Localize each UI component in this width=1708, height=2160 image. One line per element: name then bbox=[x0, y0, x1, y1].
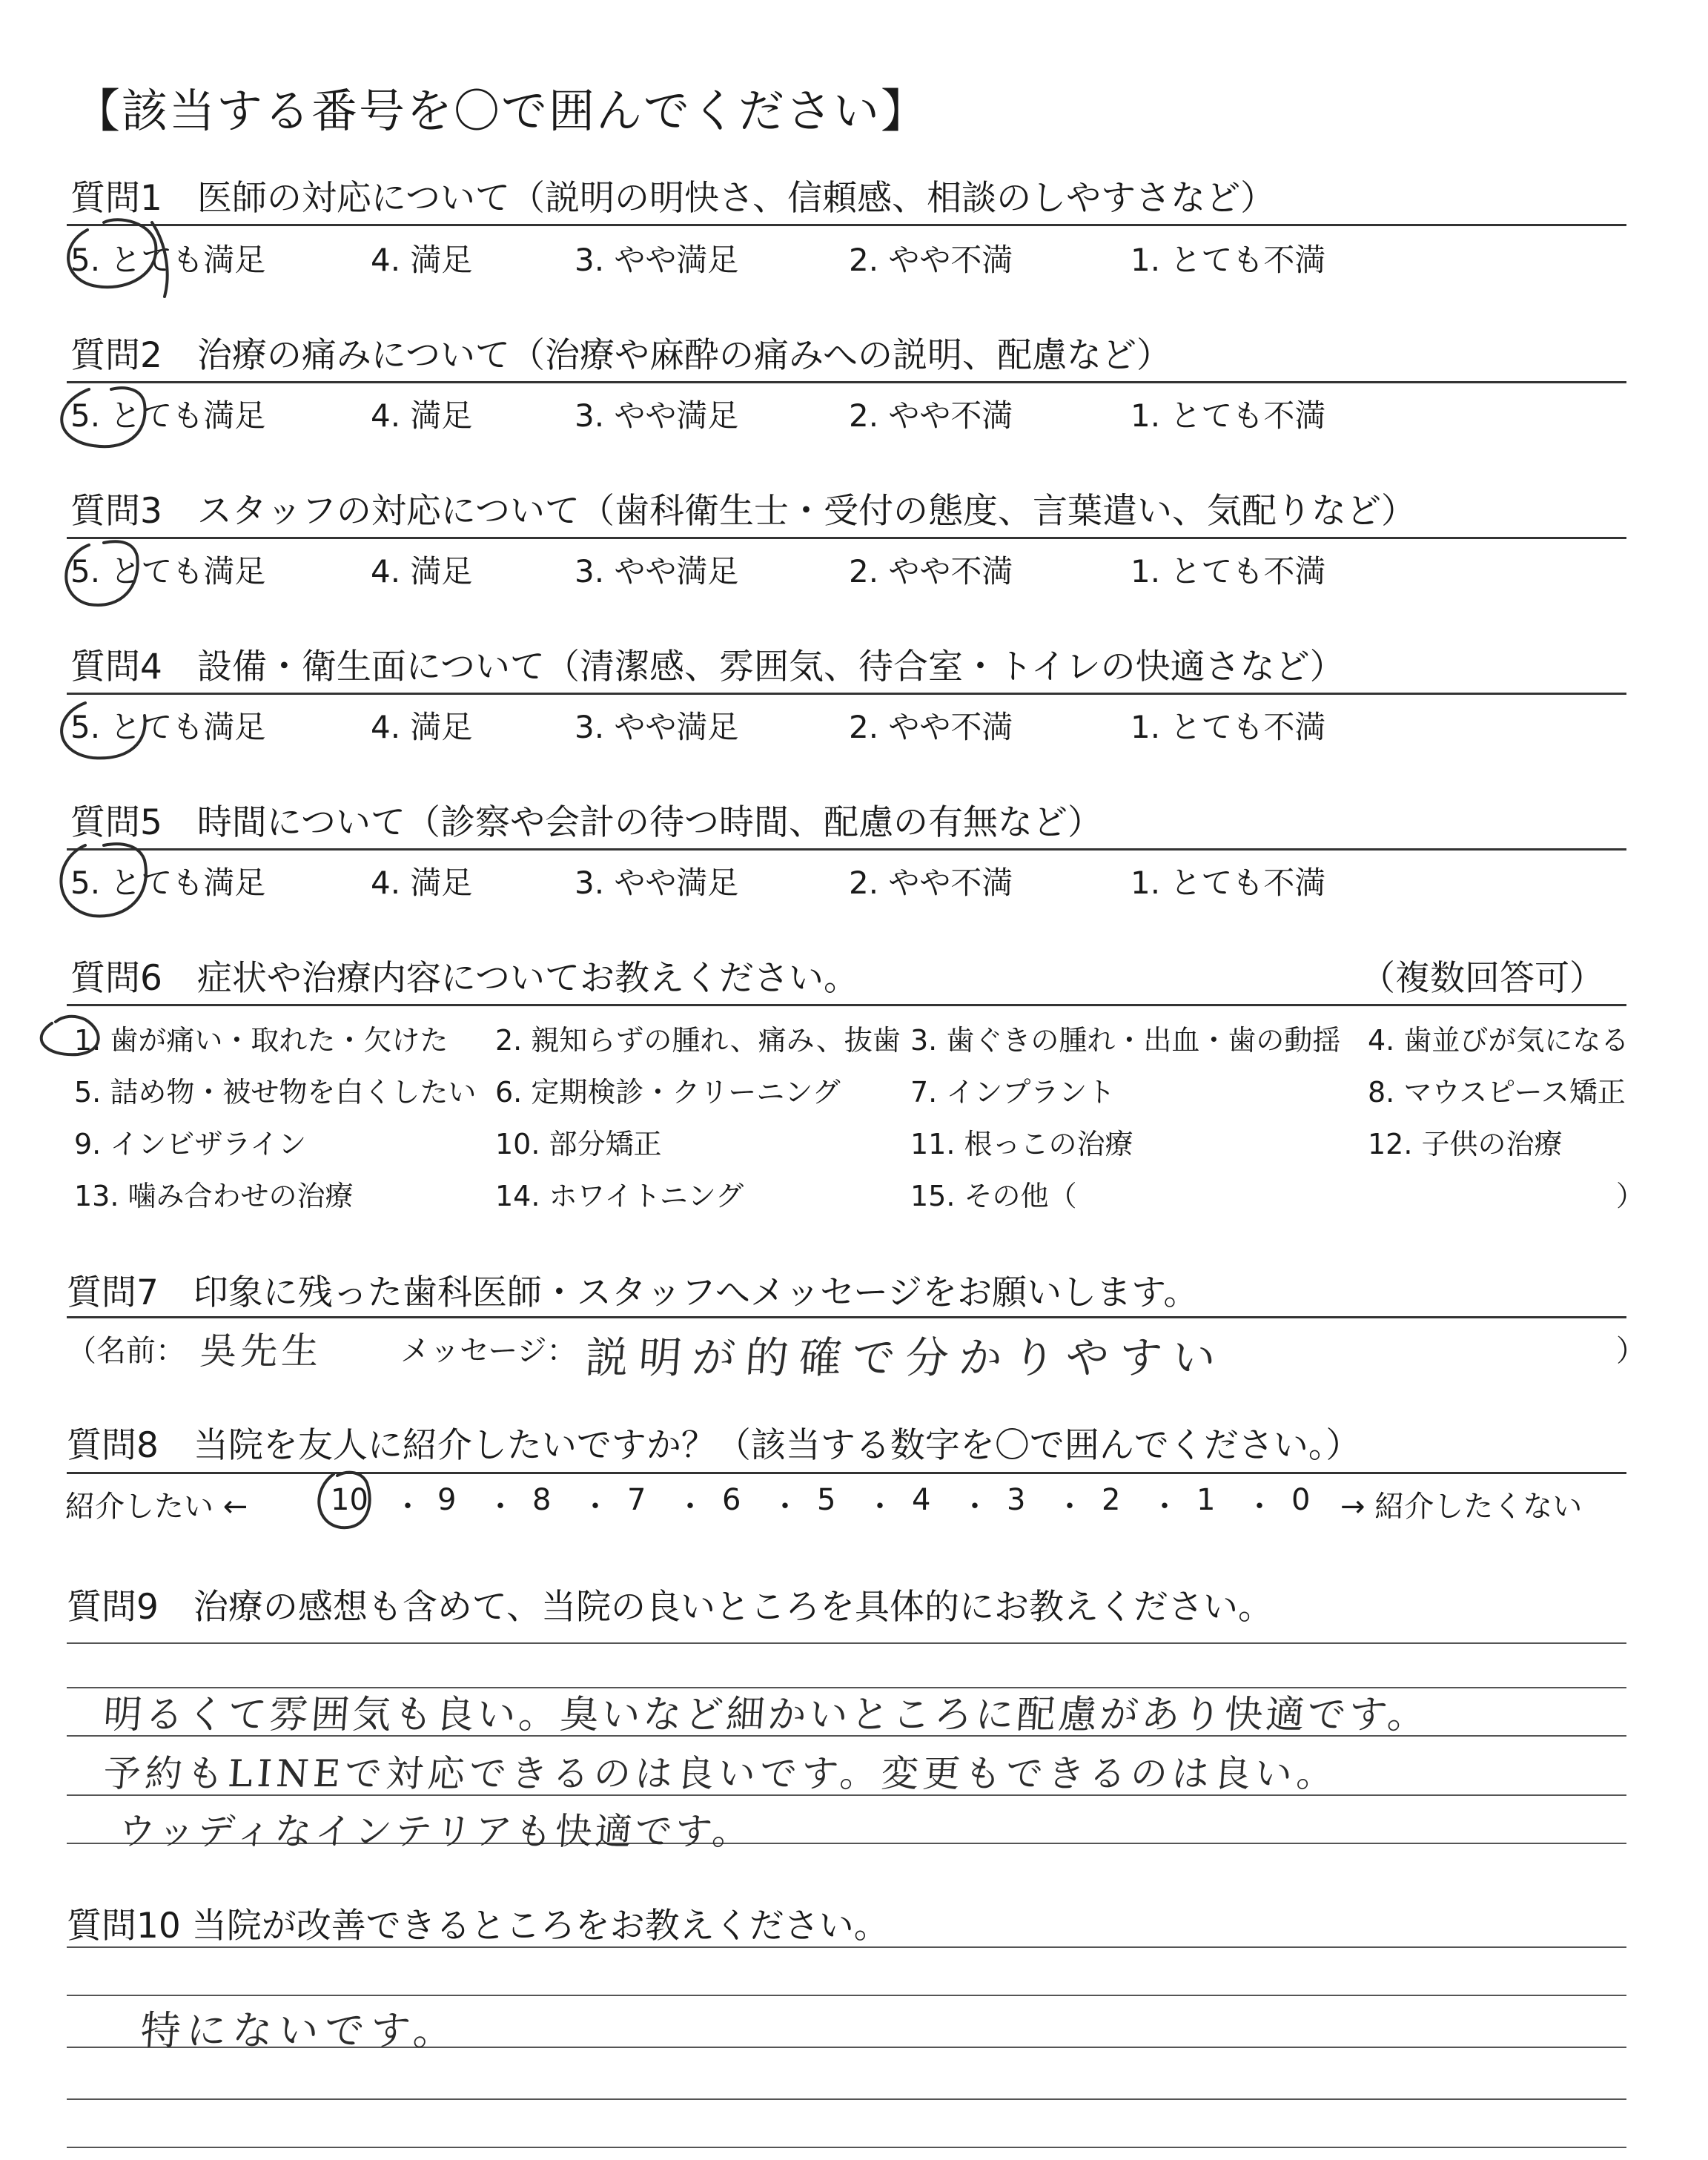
question-9: 質問9 治療の感想も含めて、当院の良いところを具体的にお教えください。 bbox=[67, 1587, 1273, 1628]
option-4[interactable]: 4. 満足 bbox=[371, 397, 473, 434]
scale-10[interactable]: 10 bbox=[331, 1483, 368, 1517]
page-title: 【該当する番号を〇で囲んでください】 bbox=[74, 84, 929, 138]
scale-dot: ・ bbox=[960, 1490, 990, 1524]
option-2[interactable]: 2. やや不満 bbox=[849, 709, 1013, 745]
q6-item-2[interactable]: 2. 親知らずの腫れ、痛み、抜歯 bbox=[495, 1024, 901, 1057]
q6-item-12[interactable]: 12. 子供の治療 bbox=[1368, 1128, 1563, 1160]
scale-4[interactable]: 4 bbox=[912, 1483, 931, 1517]
question-3: 質問3 スタッフの対応について（歯科衛生士・受付の態度、言葉遣い、気配りなど） bbox=[70, 491, 1416, 532]
scale-9[interactable]: 9 bbox=[437, 1483, 457, 1517]
scale-dot: ・ bbox=[770, 1490, 800, 1524]
option-3[interactable]: 3. やや満足 bbox=[575, 709, 739, 745]
divider bbox=[67, 381, 1626, 383]
q6-item-5[interactable]: 5. 詰め物・被せ物を白くしたい bbox=[74, 1076, 477, 1109]
option-3[interactable]: 3. やや満足 bbox=[575, 397, 739, 434]
q6-item-9[interactable]: 9. インビザライン bbox=[74, 1128, 307, 1160]
scale-dot: ・ bbox=[1055, 1490, 1085, 1524]
message-close: ） bbox=[1616, 1334, 1646, 1368]
q6-item-1[interactable]: 1. 歯が痛い・取れた・欠けた bbox=[74, 1024, 448, 1057]
scale-right-label: → 紹介したくない bbox=[1340, 1490, 1583, 1524]
question-4: 質問4 設備・衛生面について（清潔感、雰囲気、待合室・トイレの快適さなど） bbox=[70, 647, 1345, 687]
option-1[interactable]: 1. とても不満 bbox=[1131, 397, 1326, 434]
question-6: 質問6 症状や治療内容についてお教えください。 bbox=[70, 958, 858, 999]
option-5[interactable]: 5. とても満足 bbox=[70, 553, 266, 589]
message-handwritten[interactable]: 説明が的確で分かりやすい bbox=[583, 1332, 1228, 1383]
answer-line bbox=[67, 2147, 1626, 2148]
scale-dot: ・ bbox=[486, 1490, 515, 1524]
multiple-answer-note: （複数回答可） bbox=[1360, 958, 1604, 999]
option-2[interactable]: 2. やや不満 bbox=[849, 865, 1013, 901]
option-4[interactable]: 4. 満足 bbox=[371, 242, 473, 278]
divider bbox=[67, 848, 1626, 851]
scale-dot: ・ bbox=[865, 1490, 895, 1524]
q6-item-6[interactable]: 6. 定期検診・クリーニング bbox=[495, 1076, 841, 1109]
question-1: 質問1 医師の対応について（説明の明快さ、信頼感、相談のしやすさなど） bbox=[70, 178, 1276, 219]
q9-answer-line-1[interactable]: 明るくて雰囲気も良い。臭いなど細かいところに配慮があり快適です。 bbox=[102, 1693, 1431, 1737]
scale-8[interactable]: 8 bbox=[532, 1483, 552, 1517]
option-1[interactable]: 1. とても不満 bbox=[1131, 709, 1326, 745]
question-7: 質問7 印象に残った歯科医師・スタッフへメッセージをお願いします。 bbox=[67, 1272, 1199, 1313]
q9-answer-line-2[interactable]: 予約もLINEで対応できるのは良いです。変更もできるのは良い。 bbox=[102, 1752, 1340, 1795]
option-1[interactable]: 1. とても不満 bbox=[1131, 242, 1326, 278]
divider bbox=[67, 1316, 1626, 1318]
q6-item-10[interactable]: 10. 部分矯正 bbox=[495, 1128, 662, 1160]
option-3[interactable]: 3. やや満足 bbox=[575, 242, 739, 278]
option-2[interactable]: 2. やや不満 bbox=[849, 397, 1013, 434]
q10-answer[interactable]: 特にないです。 bbox=[139, 2007, 461, 2054]
name-label: （名前： bbox=[67, 1334, 185, 1368]
option-3[interactable]: 3. やや満足 bbox=[575, 865, 739, 901]
divider bbox=[67, 1004, 1626, 1006]
option-5[interactable]: 5. とても満足 bbox=[70, 709, 266, 745]
question-2: 質問2 治療の痛みについて（治療や麻酔の痛みへの説明、配慮など） bbox=[70, 335, 1172, 376]
scale-left-label: 紹介したい ← bbox=[65, 1490, 248, 1524]
option-1[interactable]: 1. とても不満 bbox=[1131, 865, 1326, 901]
option-5[interactable]: 5. とても満足 bbox=[70, 242, 266, 278]
scale-2[interactable]: 2 bbox=[1102, 1483, 1121, 1517]
answer-line bbox=[67, 1642, 1626, 1644]
divider bbox=[67, 1472, 1626, 1474]
option-4[interactable]: 4. 満足 bbox=[371, 709, 473, 745]
q6-item-4[interactable]: 4. 歯並びが気になる bbox=[1368, 1024, 1629, 1057]
q6-item-13[interactable]: 13. 噛み合わせの治療 bbox=[74, 1180, 354, 1212]
message-label: メッセージ： bbox=[400, 1334, 577, 1368]
answer-line bbox=[67, 2098, 1626, 2100]
scale-0[interactable]: 0 bbox=[1291, 1483, 1311, 1517]
scale-3[interactable]: 3 bbox=[1007, 1483, 1026, 1517]
question-5: 質問5 時間について（診察や会計の待つ時間、配慮の有無など） bbox=[70, 802, 1102, 843]
scale-dot: ・ bbox=[1150, 1490, 1179, 1524]
divider bbox=[67, 537, 1626, 539]
option-1[interactable]: 1. とても不満 bbox=[1131, 553, 1326, 589]
option-5[interactable]: 5. とても満足 bbox=[70, 397, 266, 434]
answer-line bbox=[67, 1995, 1626, 1996]
option-3[interactable]: 3. やや満足 bbox=[575, 553, 739, 589]
scale-dot: ・ bbox=[393, 1490, 423, 1524]
scale-dot: ・ bbox=[675, 1490, 705, 1524]
name-handwritten[interactable]: 吳先生 bbox=[198, 1330, 324, 1373]
q6-item-7[interactable]: 7. インプラント bbox=[910, 1076, 1116, 1109]
q6-item-15-close: ） bbox=[1616, 1180, 1645, 1212]
scale-dot: ・ bbox=[1245, 1490, 1274, 1524]
divider bbox=[67, 224, 1626, 226]
q6-item-14[interactable]: 14. ホワイトニング bbox=[495, 1180, 744, 1212]
option-2[interactable]: 2. やや不満 bbox=[849, 553, 1013, 589]
option-5[interactable]: 5. とても満足 bbox=[70, 865, 266, 901]
scale-6[interactable]: 6 bbox=[722, 1483, 741, 1517]
answer-line bbox=[67, 1946, 1626, 1948]
scale-1[interactable]: 1 bbox=[1196, 1483, 1216, 1517]
q6-item-8[interactable]: 8. マウスピース矯正 bbox=[1368, 1076, 1626, 1109]
divider bbox=[67, 693, 1626, 695]
q6-item-11[interactable]: 11. 根っこの治療 bbox=[910, 1128, 1133, 1160]
option-4[interactable]: 4. 満足 bbox=[371, 553, 473, 589]
q6-item-15[interactable]: 15. その他（ bbox=[910, 1180, 1077, 1212]
option-2[interactable]: 2. やや不満 bbox=[849, 242, 1013, 278]
q9-answer-line-3[interactable]: ウッディなインテリアも快適です。 bbox=[116, 1810, 754, 1853]
scale-7[interactable]: 7 bbox=[627, 1483, 646, 1517]
q6-item-3[interactable]: 3. 歯ぐきの腫れ・出血・歯の動揺 bbox=[910, 1024, 1341, 1057]
question-8: 質問8 当院を友人に紹介したいですか？（該当する数字を〇で囲んでください。） bbox=[67, 1425, 1361, 1466]
scale-dot: ・ bbox=[580, 1490, 610, 1524]
scale-5[interactable]: 5 bbox=[817, 1483, 836, 1517]
question-10: 質問10 当院が改善できるところをお教えください。 bbox=[67, 1906, 889, 1946]
option-4[interactable]: 4. 満足 bbox=[371, 865, 473, 901]
